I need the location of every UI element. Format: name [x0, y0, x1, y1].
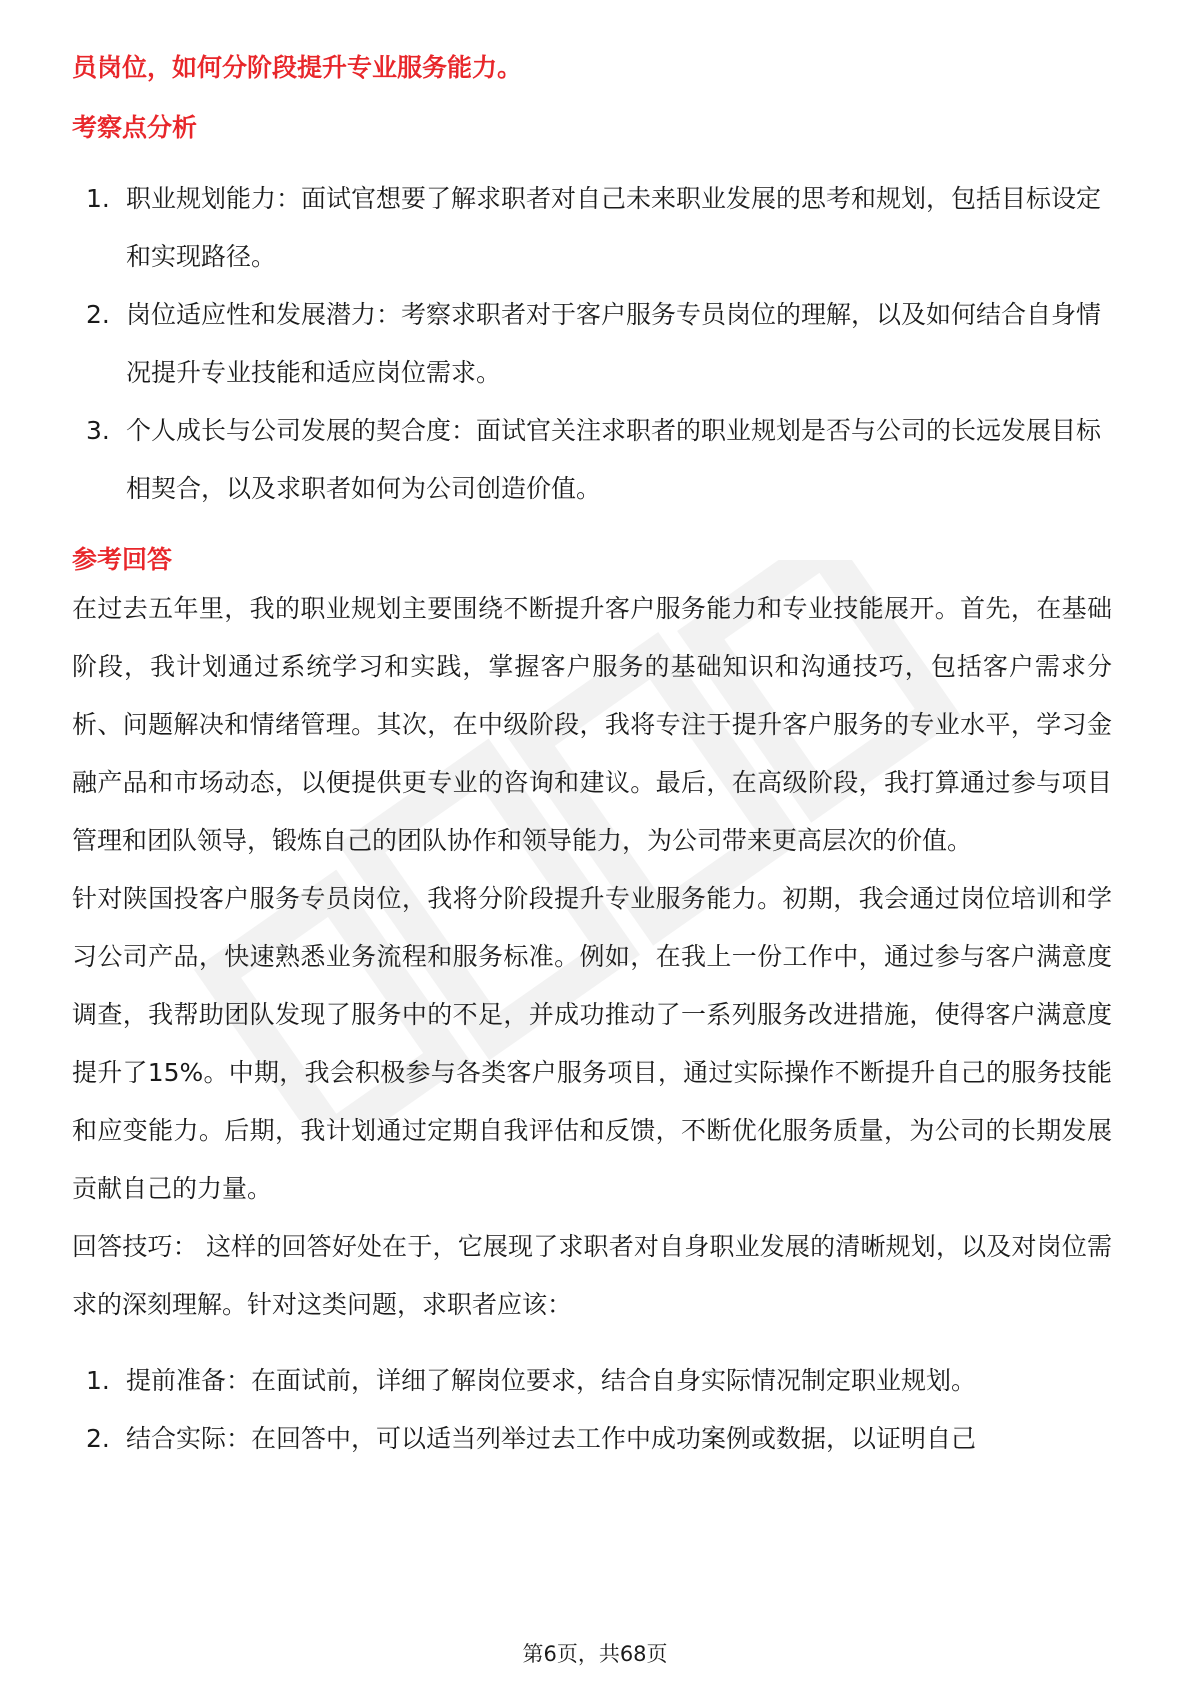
list-item-text: 结合实际：在回答中，可以适当列举过去工作中成功案例或数据，以证明自己 — [126, 1424, 977, 1453]
list-item-text: 个人成长与公司发展的契合度：面试官关注求职者的职业规划是否与公司的长远发展目标相契合，以及求职者如何为公司创造价值。 — [126, 416, 1102, 503]
list-number: 1. — [86, 184, 110, 213]
answer-paragraph: 针对陕国投客户服务专员岗位，我将分阶段提升专业服务能力。初期，我会通过岗位培训和学习公司产品，快速熟悉业务流程和服务标准。例如，在我上一份工作中，通过参与客户满意度调查，我帮助团队发现了服务中的不足，并成功推动了一系列服务改进措施，使得客户满意度提升了15%。中期，我会积极参与各类客户服务项目，通过实际操作不断提升自己的服务技能和应变能力。后期，我计划通过定期自我评估和反馈，不断优化服务质量，为公司的长期发展贡献自己的力量。 — [72, 884, 1112, 1203]
tips-list — [72, 1352, 1112, 1468]
list-number: 2. — [86, 300, 110, 329]
question-tail: 员岗位，如何分阶段提升专业服务能力。 — [72, 53, 523, 82]
analysis-list — [72, 170, 1112, 518]
list-item — [72, 286, 1112, 402]
list-number: 1. — [86, 1366, 110, 1395]
list-item — [72, 1410, 1112, 1468]
answer-paragraph: 在过去五年里，我的职业规划主要围绕不断提升客户服务能力和专业技能展开。首先，在基础阶段，我计划通过系统学习和实践，掌握客户服务的基础知识和沟通技巧，包括客户需求分析、问题解决和情绪管理。其次，在中级阶段，我将专注于提升客户服务的专业水平，学习金融产品和市场动态，以便提供更专业的咨询和建议。最后，在高级阶段，我打算通过参与项目管理和团队领导，锻炼自己的团队协作和领导能力，为公司带来更高层次的价值。 — [72, 594, 1112, 855]
page-footer: 第6页，共68页 — [522, 1642, 668, 1666]
analysis-heading: 考察点分析 — [72, 113, 198, 142]
list-item — [72, 1352, 1112, 1410]
list-number: 3. — [86, 416, 110, 445]
list-number: 2. — [86, 1424, 110, 1453]
tips-intro: 回答技巧： 这样的回答好处在于，它展现了求职者对自身职业发展的清晰规划，以及对岗位需求的深刻理解。针对这类问题，求职者应该： — [72, 1232, 1112, 1319]
list-item-text: 职业规划能力：面试官想要了解求职者对自己未来职业发展的思考和规划，包括目标设定和实现路径。 — [126, 184, 1102, 271]
page-content — [72, 48, 1112, 1468]
list-item-text: 提前准备：在面试前，详细了解岗位要求，结合自身实际情况制定职业规划。 — [126, 1366, 977, 1395]
answer-heading: 参考回答 — [72, 545, 173, 574]
list-item-text: 岗位适应性和发展潜力：考察求职者对于客户服务专员岗位的理解，以及如何结合自身情况提升专业技能和适应岗位需求。 — [126, 300, 1102, 387]
list-item — [72, 402, 1112, 518]
list-item — [72, 170, 1112, 286]
